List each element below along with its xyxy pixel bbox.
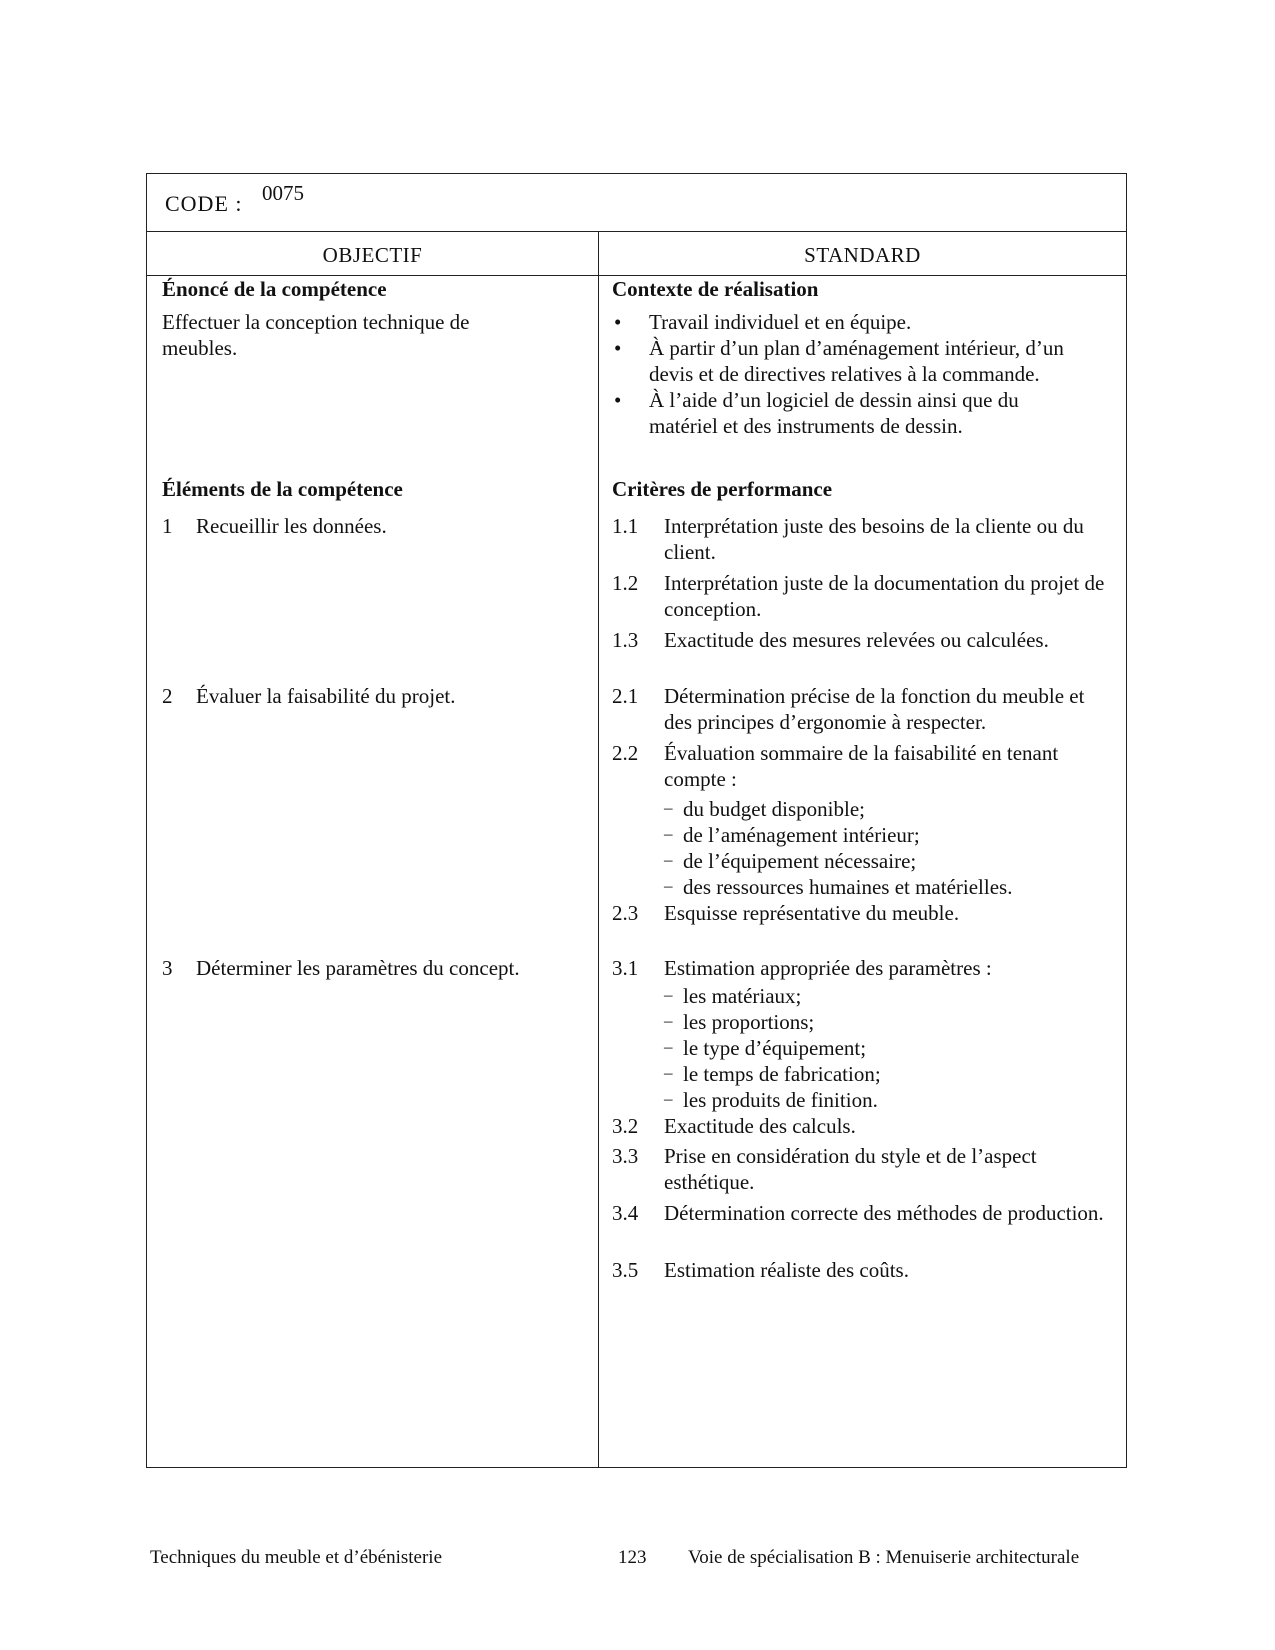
sub-item: – de l’aménagement intérieur; bbox=[664, 822, 1112, 848]
enonce-heading: Énoncé de la compétence bbox=[162, 277, 387, 301]
critere-text: Interprétation juste de la documentation du projet de conception. bbox=[664, 571, 1105, 621]
critere-text: Détermination correcte des méthodes de production. bbox=[664, 1201, 1104, 1225]
critere-1-2 bbox=[612, 570, 1112, 622]
contexte-heading: Contexte de réalisation bbox=[612, 277, 819, 301]
standard-header: STANDARD bbox=[804, 243, 921, 267]
element-item-1 bbox=[162, 513, 582, 539]
footer-specialisation: Voie de spécialisation B : Menuiserie architecturale bbox=[688, 1547, 1080, 1568]
critere-3-5 bbox=[612, 1257, 1112, 1283]
sub-item: – les produits de finition. bbox=[664, 1087, 1112, 1113]
element-text: Déterminer les paramètres du concept. bbox=[196, 956, 520, 980]
critere-number: 3.4 bbox=[612, 1201, 639, 1225]
sub-item: – le temps de fabrication; bbox=[664, 1061, 1112, 1087]
contexte-item: • À l’aide d’un logiciel de dessin ainsi que du matériel et des instruments de dessin. bbox=[612, 387, 1082, 439]
element-text: Évaluer la faisabilité du projet. bbox=[196, 684, 456, 708]
element-number: 3 bbox=[162, 956, 173, 980]
element-item-2 bbox=[162, 683, 582, 709]
code-label: CODE : bbox=[165, 191, 243, 216]
footer-page-number: 123 bbox=[618, 1547, 647, 1568]
critere-2-3 bbox=[612, 900, 1112, 926]
sub-item: – les proportions; bbox=[664, 1009, 1112, 1035]
critere-number: 1.3 bbox=[612, 628, 639, 652]
critere-text: Évaluation sommaire de la faisabilité en tenant compte : bbox=[664, 741, 1059, 791]
critere-3-4 bbox=[612, 1200, 1112, 1226]
critere-sublist bbox=[664, 983, 1112, 1113]
sub-item: – de l’équipement nécessaire; bbox=[664, 848, 1112, 874]
critere-sublist bbox=[664, 796, 1112, 900]
contexte-item: • À partir d’un plan d’aménagement intérieur, d’un devis et de directives relatives à la commande. bbox=[612, 335, 1082, 387]
critere-text: Exactitude des calculs. bbox=[664, 1114, 856, 1138]
critere-number: 2.2 bbox=[612, 741, 639, 765]
critere-1-1 bbox=[612, 513, 1112, 565]
criteres-heading: Critères de performance bbox=[612, 477, 833, 501]
critere-number: 3.3 bbox=[612, 1144, 639, 1168]
code-row bbox=[147, 174, 1126, 232]
contexte-section bbox=[612, 276, 1112, 439]
sub-item: – des ressources humaines et matérielles. bbox=[664, 874, 1112, 900]
critere-3-3 bbox=[612, 1143, 1112, 1195]
critere-2-1 bbox=[612, 683, 1112, 735]
elements-heading: Éléments de la compétence bbox=[162, 477, 403, 501]
element-number: 1 bbox=[162, 514, 173, 538]
critere-text: Estimation appropriée des paramètres : bbox=[664, 956, 992, 980]
critere-text: Estimation réaliste des coûts. bbox=[664, 1258, 909, 1282]
critere-number: 3.2 bbox=[612, 1114, 639, 1138]
sub-item: – le type d’équipement; bbox=[664, 1035, 1112, 1061]
critere-number: 1.1 bbox=[612, 514, 639, 538]
objectif-header: OBJECTIF bbox=[322, 243, 423, 267]
element-text: Recueillir les données. bbox=[196, 514, 387, 538]
critere-number: 1.2 bbox=[612, 571, 639, 595]
critere-number: 3.5 bbox=[612, 1258, 639, 1282]
sub-item: – du budget disponible; bbox=[664, 796, 1112, 822]
contexte-list bbox=[612, 309, 1082, 439]
critere-number: 3.1 bbox=[612, 956, 639, 980]
critere-3-1 bbox=[612, 955, 1112, 1113]
code-value: 0075 bbox=[262, 181, 304, 205]
critere-3-2 bbox=[612, 1113, 1112, 1139]
critere-1-3 bbox=[612, 627, 1112, 653]
critere-number: 2.1 bbox=[612, 684, 639, 708]
critere-text: Esquisse représentative du meuble. bbox=[664, 901, 960, 925]
sub-item: – les matériaux; bbox=[664, 983, 1112, 1009]
critere-text: Exactitude des mesures relevées ou calculées. bbox=[664, 628, 1049, 652]
column-header-row bbox=[147, 231, 1126, 276]
element-number: 2 bbox=[162, 684, 173, 708]
critere-text: Interprétation juste des besoins de la cliente ou du client. bbox=[664, 514, 1084, 564]
footer-program-title: Techniques du meuble et d’ébénisterie bbox=[150, 1547, 443, 1568]
critere-text: Détermination précise de la fonction du meuble et des principes d’ergonomie à respecter. bbox=[664, 684, 1085, 734]
critere-text: Prise en considération du style et de l’aspect esthétique. bbox=[664, 1144, 1037, 1194]
element-item-3 bbox=[162, 955, 582, 981]
critere-number: 2.3 bbox=[612, 901, 639, 925]
enonce-section bbox=[162, 276, 582, 361]
contexte-item: • Travail individuel et en équipe. bbox=[612, 309, 1082, 335]
column-divider bbox=[598, 231, 599, 1467]
enonce-text: Effectuer la conception technique de meubles. bbox=[162, 310, 470, 360]
critere-2-2 bbox=[612, 740, 1112, 900]
